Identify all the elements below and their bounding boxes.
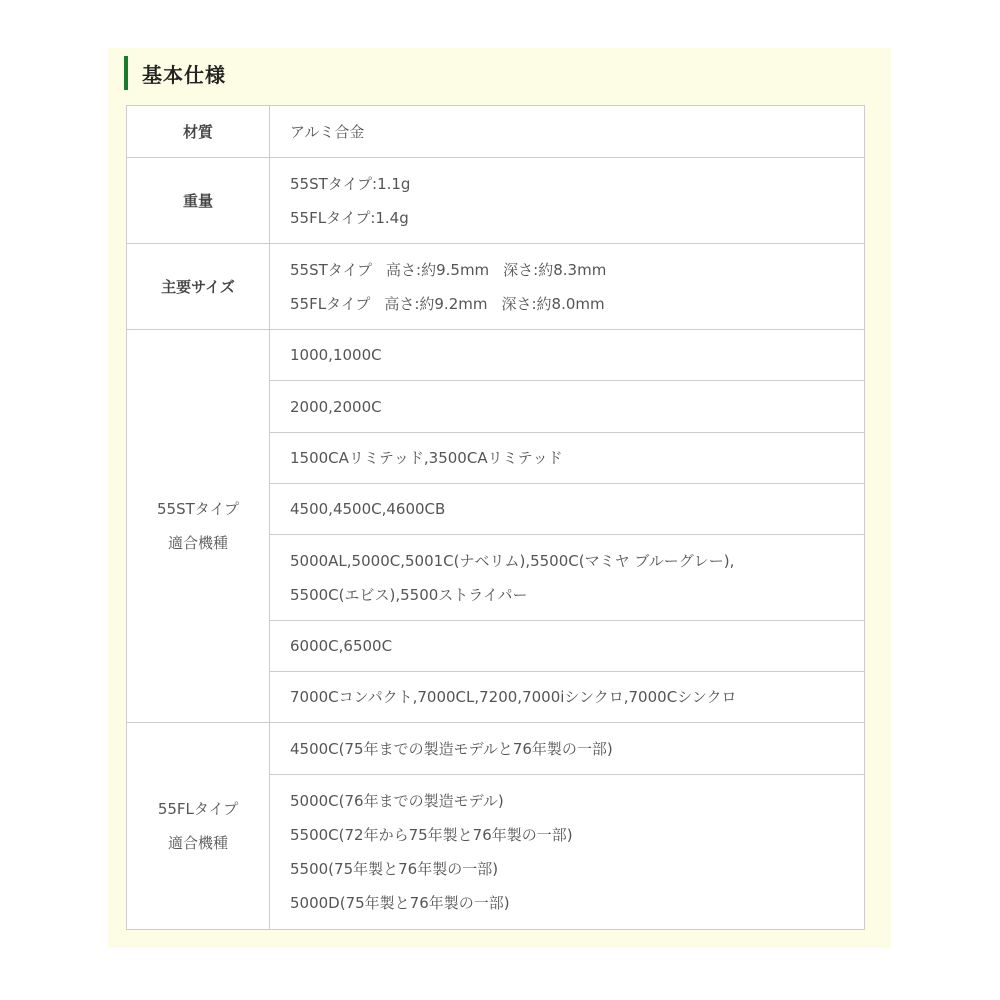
compat-item-line: 5500C(エビス),5500ストライパー (290, 585, 528, 604)
compat-item: 4500,4500C,4600CB (270, 484, 865, 535)
row-label-material: 材質 (127, 106, 270, 158)
size-line (290, 287, 864, 321)
compat-item-line: 5000C(76年までの製造モデル) (290, 792, 504, 810)
compat-item: 1500CAリミテッド,3500CAリミテッド (270, 433, 865, 484)
section-title: 基本仕様 (142, 62, 226, 87)
heading-accent-bar (124, 56, 128, 90)
compat-item (270, 535, 865, 621)
size-height: 高さ:約9.5mm (386, 260, 490, 279)
compat-item: 7000Cコンパクト,7000CL,7200,7000iシンクロ,7000Cシンクロ (270, 672, 865, 723)
compat-item-line: 5500(75年製と76年製の一部) (290, 860, 499, 878)
spec-panel (108, 48, 891, 948)
compat-item (270, 775, 865, 930)
compat-item: 2000,2000C (270, 381, 865, 433)
table-row-size (127, 244, 865, 330)
size-depth: 深さ:約8.3mm (503, 260, 607, 279)
row-value-weight (270, 158, 865, 244)
weight-line: 55STタイプ:1.1g (290, 174, 411, 193)
st-compat-label-line: 適合機種 (167, 534, 228, 552)
row-label-fl-compat (127, 723, 270, 930)
size-type: 55STタイプ (290, 260, 373, 279)
row-value-size (270, 244, 865, 330)
size-type: 55FLタイプ (290, 294, 371, 313)
size-line (290, 253, 864, 287)
compat-item: 6000C,6500C (270, 621, 865, 672)
compat-item-line: 5000D(75年製と76年製の一部) (290, 894, 510, 912)
compat-item-line: 5500C(72年から75年製と76年製の一部) (290, 826, 573, 844)
row-label-st-compat (127, 330, 270, 723)
row-label-size: 主要サイズ (127, 244, 270, 330)
table-row-material (127, 106, 865, 158)
fl-compat-label-line: 適合機種 (167, 834, 228, 852)
fl-compat-label-line: 55FLタイプ (157, 800, 239, 818)
row-label-weight: 重量 (127, 158, 270, 244)
compat-item: 4500C(75年までの製造モデルと76年製の一部) (270, 723, 865, 775)
table-row-fl-compat (127, 723, 865, 775)
section-heading (124, 56, 226, 90)
compat-item-line: 5000AL,5000C,5001C(ナベリム),5500C(マミヤ ブルーグレー), (290, 551, 735, 570)
weight-line: 55FLタイプ:1.4g (290, 208, 409, 227)
st-compat-label-line: 55STタイプ (156, 500, 240, 518)
compat-item: 1000,1000C (270, 330, 865, 381)
row-value-material: アルミ合金 (270, 106, 865, 158)
size-height: 高さ:約9.2mm (384, 294, 488, 313)
size-depth: 深さ:約8.0mm (501, 294, 605, 313)
table-row-weight (127, 158, 865, 244)
spec-table (126, 105, 865, 930)
table-row-st-compat (127, 330, 865, 381)
